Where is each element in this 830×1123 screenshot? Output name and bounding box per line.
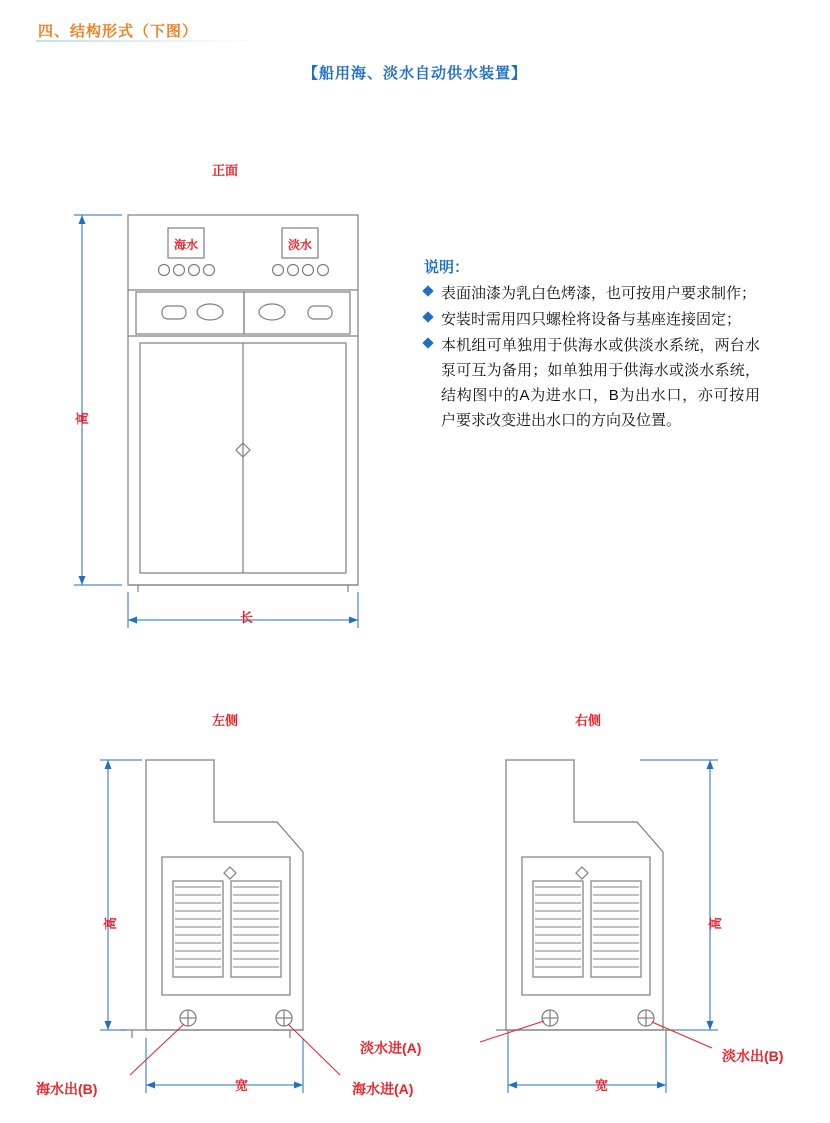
right-port-out-label: 淡水出(B) [722, 1048, 784, 1064]
right-width-dim-label: 宽 [595, 1078, 609, 1093]
svg-text:海水: 海水 [173, 238, 199, 252]
left-view-drawing [90, 745, 380, 1115]
section-title: 四、结构形式（下图） [38, 23, 199, 40]
note-list [424, 281, 760, 433]
left-width-dim-label: 宽 [235, 1078, 249, 1093]
page-subtitle: 【船用海、淡水自动供水装置】 [302, 65, 527, 82]
front-height-dim-label: 高 [75, 411, 90, 425]
note-item-text: 本机组可单独用于供海水或供淡水系统，两台水泵可互为备用；如单独用于供海水或淡水系统，结构图中的A为进水口，B为出水口，亦可按用户要求改变进出水口的方向及位置。 [441, 337, 760, 429]
note-item-text: 表面油漆为乳白色烤漆，也可按用户要求制作； [441, 285, 757, 302]
diamond-bullet-icon [422, 337, 433, 348]
front-width-dim-label: 长 [240, 610, 254, 625]
right-view-drawing [450, 745, 740, 1115]
left-view-title: 左侧 [212, 713, 239, 728]
left-port-out-label: 海水出(B) [36, 1081, 98, 1097]
svg-text:淡水: 淡水 [287, 238, 313, 252]
right-port-in-label: 淡水进(A) [360, 1040, 422, 1056]
diamond-bullet-icon [422, 285, 433, 296]
section-title-underline [36, 40, 258, 42]
note-item [424, 281, 760, 306]
left-height-dim-label: 高 [103, 916, 118, 930]
note-block [424, 256, 760, 434]
note-heading: 说明： [424, 259, 470, 276]
right-view-title: 右侧 [575, 713, 602, 728]
diamond-bullet-icon [422, 311, 433, 322]
front-view-title: 正面 [212, 163, 239, 178]
front-view-drawing [60, 200, 380, 645]
note-item-text: 安装时需用四只螺栓将设备与基座连接固定； [441, 311, 742, 328]
note-item [424, 307, 760, 332]
left-port-in-label: 海水进(A) [352, 1081, 414, 1097]
right-height-dim-label: 高 [708, 916, 723, 930]
note-item [424, 333, 760, 433]
